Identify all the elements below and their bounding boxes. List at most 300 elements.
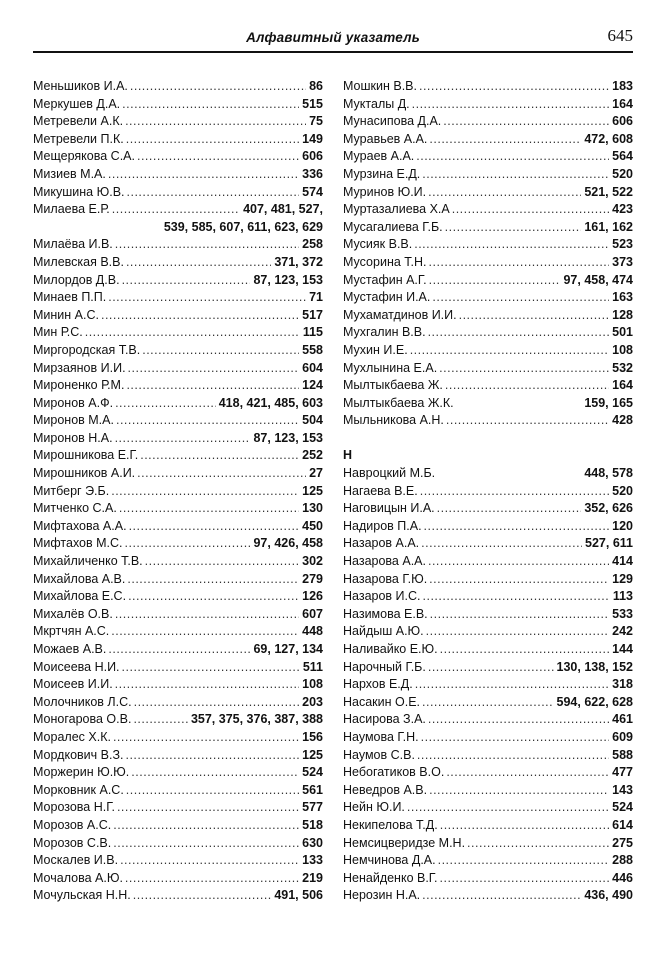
index-entry xyxy=(343,729,633,747)
entry-name: Мылтыкбаева Ж. xyxy=(343,378,443,393)
entry-name: Нерозин Н.А. xyxy=(343,888,421,903)
index-entry xyxy=(343,307,633,325)
entry-name: Насакин О.Е. xyxy=(343,694,421,709)
dot-leader xyxy=(113,817,299,835)
dot-leader xyxy=(140,447,299,465)
entry-name: Немчинова Д.А. xyxy=(343,853,436,868)
entry-pages: 523 xyxy=(612,237,633,252)
entry-name: Немсицверидзе М.Н. xyxy=(343,835,466,850)
dot-leader xyxy=(421,535,582,553)
dot-leader xyxy=(437,500,582,518)
entry-pages: 108 xyxy=(612,342,633,357)
index-entry xyxy=(343,254,633,272)
entry-pages: 594, 622, 628 xyxy=(556,694,633,709)
dot-leader xyxy=(145,553,299,571)
entry-pages: 533 xyxy=(612,606,633,621)
index-entry xyxy=(343,782,633,800)
index-entry xyxy=(343,395,633,413)
index-entry xyxy=(343,78,633,96)
dot-leader xyxy=(445,377,609,395)
dot-leader xyxy=(126,782,299,800)
index-entry xyxy=(33,412,323,430)
entry-pages: 129 xyxy=(612,571,633,586)
header-rule xyxy=(33,51,633,53)
index-entry xyxy=(343,465,633,483)
dot-leader xyxy=(119,500,299,518)
entry-pages: 606 xyxy=(302,149,323,164)
entry-name: Мизиев М.А. xyxy=(33,166,106,181)
index-entry xyxy=(343,483,633,501)
dot-leader xyxy=(410,342,609,360)
entry-pages: 436, 490 xyxy=(584,888,633,903)
entry-pages: 108 xyxy=(302,677,323,692)
dot-leader xyxy=(126,254,271,272)
dot-leader xyxy=(137,465,306,483)
entry-name: Можаев А.В. xyxy=(33,642,107,656)
dot-leader xyxy=(440,870,610,888)
index-entry xyxy=(33,184,323,202)
entry-pages: 87, 123, 153 xyxy=(253,430,323,445)
entry-name: Михайлова Е.С. xyxy=(33,589,127,604)
entry-name: Морозов А.С. xyxy=(33,817,112,832)
entry-name: Нагаева В.Е. xyxy=(343,483,418,498)
index-entry xyxy=(33,148,323,166)
index-entry xyxy=(33,360,323,378)
index-entry xyxy=(343,518,633,536)
index-entry xyxy=(33,465,323,483)
index-entry xyxy=(343,113,633,131)
entry-pages: 219 xyxy=(302,870,323,885)
dot-leader xyxy=(115,430,251,448)
index-entry xyxy=(343,236,633,254)
dot-leader xyxy=(108,166,299,184)
index-entry xyxy=(343,659,633,677)
dot-leader xyxy=(440,817,609,835)
dot-leader xyxy=(130,78,306,96)
entry-pages: 524 xyxy=(612,800,633,815)
entry-name: Назаров А.А. xyxy=(343,536,420,551)
index-entry xyxy=(343,148,633,166)
entry-pages: 521, 522 xyxy=(584,184,633,199)
index-entry xyxy=(33,659,323,677)
dot-leader xyxy=(429,571,609,589)
entry-pages: 606 xyxy=(612,114,633,129)
entry-pages: 75 xyxy=(309,114,323,129)
dot-leader xyxy=(115,236,299,254)
dot-leader xyxy=(125,113,306,131)
entry-name: Мыльникова А.Н. xyxy=(343,413,444,428)
entry-pages: 407, 481, 527, xyxy=(243,202,323,217)
index-entry xyxy=(343,535,633,553)
entry-pages: 517 xyxy=(302,307,323,322)
index-entry xyxy=(343,360,633,378)
entry-pages: 242 xyxy=(612,624,633,639)
dot-leader xyxy=(439,360,609,378)
entry-pages: 159, 165 xyxy=(584,395,633,410)
entry-pages: 144 xyxy=(612,642,633,656)
entry-pages: 71 xyxy=(309,290,323,305)
entry-name: Молочников Л.С. xyxy=(33,694,132,709)
dot-leader xyxy=(126,131,299,149)
dot-leader xyxy=(122,659,300,677)
entry-pages: 133 xyxy=(302,853,323,868)
index-entry xyxy=(33,395,323,413)
running-header xyxy=(33,28,633,54)
dot-leader xyxy=(117,799,299,817)
entry-pages: 156 xyxy=(302,729,323,744)
index-entry xyxy=(343,553,633,571)
dot-leader xyxy=(452,201,609,219)
entry-name: Мухин И.Е. xyxy=(343,342,408,357)
entry-pages: 125 xyxy=(302,483,323,498)
entry-pages: 520 xyxy=(612,166,633,181)
entry-name: Назаров И.С. xyxy=(343,589,421,604)
entry-name: Мухгалин В.В. xyxy=(343,325,426,340)
dot-leader xyxy=(111,623,299,641)
index-entry xyxy=(343,711,633,729)
dot-leader xyxy=(440,641,610,659)
entry-pages: 428 xyxy=(612,413,633,428)
index-entry xyxy=(33,201,323,219)
entry-pages: 527, 611 xyxy=(585,536,633,551)
entry-pages: 130, 138, 152 xyxy=(556,659,633,674)
index-entry xyxy=(343,184,633,202)
dot-leader xyxy=(428,184,581,202)
dot-leader xyxy=(134,694,300,712)
dot-leader xyxy=(422,887,581,905)
index-entry xyxy=(33,289,323,307)
entry-name: Муравьев А.А. xyxy=(343,131,428,146)
dot-leader xyxy=(111,483,299,501)
entry-pages: 97, 426, 458 xyxy=(253,536,323,551)
entry-pages: 128 xyxy=(612,307,633,322)
dot-leader xyxy=(85,324,300,342)
entry-name: Митченко С.А. xyxy=(33,501,117,516)
dot-leader xyxy=(438,852,610,870)
dot-leader xyxy=(432,289,609,307)
dot-leader xyxy=(428,659,554,677)
entry-name: Мордкович В.З. xyxy=(33,747,124,762)
entry-pages: 448, 578 xyxy=(584,466,633,481)
index-entry xyxy=(343,764,633,782)
entry-name: Мин Р.С. xyxy=(33,325,83,340)
index-group-n xyxy=(343,465,633,905)
index-entry xyxy=(33,887,323,905)
entry-pages: 125 xyxy=(302,747,323,762)
index-entry xyxy=(33,96,323,114)
entry-name: Мочалова А.Ю. xyxy=(33,870,123,885)
entry-name: Мочульская Н.Н. xyxy=(33,888,131,903)
entry-name: Моралес Х.К. xyxy=(33,729,111,744)
entry-pages: 561 xyxy=(302,782,323,797)
entry-pages: 336 xyxy=(302,166,323,181)
entry-name: Мещерякова С.А. xyxy=(33,149,135,164)
dot-leader xyxy=(128,588,299,606)
dot-leader xyxy=(120,852,299,870)
entry-pages: 164 xyxy=(612,96,633,111)
entry-name: Нейн Ю.И. xyxy=(343,800,405,815)
index-column-right xyxy=(343,78,633,905)
entry-name: Мирошников А.И. xyxy=(33,466,136,481)
index-entry xyxy=(343,201,633,219)
entry-name: Мукталы Д. xyxy=(343,96,410,111)
entry-pages: 423 xyxy=(612,202,633,217)
entry-pages: 511 xyxy=(302,659,323,674)
entry-name: Небогатиков В.О. xyxy=(343,765,445,780)
index-entry xyxy=(343,96,633,114)
entry-pages: 630 xyxy=(302,835,323,850)
index-group-m xyxy=(343,78,633,430)
entry-name: Ненайденко В.Г. xyxy=(343,870,438,885)
entry-pages: 275 xyxy=(612,835,633,850)
entry-name: Надиров П.А. xyxy=(343,518,422,533)
dot-leader xyxy=(426,623,609,641)
index-entry xyxy=(33,447,323,465)
index-entry xyxy=(33,342,323,360)
dot-leader xyxy=(420,483,609,501)
entry-name: Михайличенко Т.В. xyxy=(33,554,143,569)
dot-leader xyxy=(108,289,306,307)
dot-leader xyxy=(446,764,609,782)
entry-pages: 130 xyxy=(302,501,323,516)
page-number: 645 xyxy=(607,26,633,45)
dot-leader xyxy=(445,219,582,237)
dot-leader xyxy=(122,96,299,114)
dot-leader xyxy=(125,747,299,765)
index-entry xyxy=(33,676,323,694)
entry-pages: 564 xyxy=(612,149,633,164)
index-entry xyxy=(33,870,323,888)
entry-pages: 520 xyxy=(612,483,633,498)
dot-leader xyxy=(125,870,299,888)
index-entry xyxy=(33,588,323,606)
index-entry xyxy=(343,219,633,237)
entry-name: Муринов Ю.И. xyxy=(343,184,427,199)
index-entry xyxy=(343,799,633,817)
entry-pages: 491, 506 xyxy=(274,888,323,903)
entry-pages: 518 xyxy=(302,817,323,832)
dot-leader xyxy=(127,184,300,202)
dot-leader xyxy=(412,96,610,114)
entry-pages: 515 xyxy=(302,96,323,111)
entry-pages: 446 xyxy=(612,870,633,885)
entry-pages: 183 xyxy=(612,79,633,93)
entry-pages: 163 xyxy=(612,290,633,305)
dot-leader xyxy=(446,412,609,430)
entry-name: Морозов С.В. xyxy=(33,835,112,850)
index-entry xyxy=(33,817,323,835)
dot-leader xyxy=(115,676,299,694)
entry-name: Мустафин А.Г. xyxy=(343,272,427,287)
dot-leader xyxy=(133,711,188,729)
entry-pages: 120 xyxy=(612,518,633,533)
entry-pages: 27 xyxy=(309,466,323,481)
entry-pages: 577 xyxy=(302,800,323,815)
entry-pages: 609 xyxy=(612,729,633,744)
dot-leader xyxy=(101,307,299,325)
entry-pages: 258 xyxy=(302,237,323,252)
entry-pages: 87, 123, 153 xyxy=(253,272,323,287)
dot-leader xyxy=(424,518,610,536)
entry-name: Михайлова А.В. xyxy=(33,571,126,586)
dot-leader xyxy=(429,782,609,800)
entry-name: Муртазалиева Х.А xyxy=(343,202,450,217)
entry-pages: 532 xyxy=(612,360,633,375)
entry-name: Минаев П.П. xyxy=(33,290,107,305)
entry-name: Назарова А.А. xyxy=(343,554,426,569)
index-entry xyxy=(343,131,633,149)
entry-pages: 143 xyxy=(612,782,633,797)
dot-leader xyxy=(407,799,609,817)
index-entry xyxy=(343,887,633,905)
index-entry xyxy=(33,553,323,571)
index-entry xyxy=(343,412,633,430)
dot-leader xyxy=(429,131,581,149)
index-entry xyxy=(33,729,323,747)
entry-name: Наумова Г.Н. xyxy=(343,729,419,744)
index-column-left xyxy=(33,78,323,905)
index-entry xyxy=(33,571,323,589)
entry-name: Найдыш А.Ю. xyxy=(343,624,424,639)
index-entry xyxy=(33,747,323,765)
dot-leader xyxy=(414,236,609,254)
index-entry xyxy=(33,113,323,131)
entry-pages: 477 xyxy=(612,765,633,780)
entry-pages: 574 xyxy=(302,184,323,199)
dot-leader xyxy=(127,571,299,589)
entry-name: Некипелова Т.Д. xyxy=(343,817,438,832)
entry-pages: 113 xyxy=(612,589,633,604)
entry-name: Мухлынина Е.А. xyxy=(343,360,438,375)
entry-name: Нарочный Г.Б. xyxy=(343,659,426,674)
entry-name: Мифтахов М.С. xyxy=(33,536,123,551)
index-entry xyxy=(33,236,323,254)
entry-name: Мирошникова Е.Г. xyxy=(33,448,139,463)
index-entry xyxy=(343,694,633,712)
dot-leader xyxy=(417,747,609,765)
dot-leader xyxy=(428,553,609,571)
entry-pages: 371, 372 xyxy=(274,254,323,269)
entry-pages: 149 xyxy=(302,131,323,146)
dot-leader xyxy=(133,887,272,905)
dot-leader xyxy=(416,148,609,166)
dot-leader xyxy=(429,254,610,272)
index-entry xyxy=(33,711,323,729)
section-letter: Н xyxy=(343,448,353,463)
dot-leader xyxy=(131,764,299,782)
entry-pages: 614 xyxy=(612,817,633,832)
dot-leader xyxy=(142,342,299,360)
entry-name: Насирова З.А. xyxy=(343,712,426,727)
entry-name: Мирзаянов И.И. xyxy=(33,360,126,375)
index-entry xyxy=(33,307,323,325)
entry-name: Милаева Е.Р. xyxy=(33,202,110,217)
entry-name: Минин А.С. xyxy=(33,307,99,322)
entry-name: Моисеев И.И. xyxy=(33,677,113,692)
entry-pages: 203 xyxy=(302,694,323,709)
entry-pages: 588 xyxy=(612,747,633,762)
index-entry xyxy=(33,78,323,96)
entry-name: Мифтахова А.А. xyxy=(33,518,127,533)
index-entry xyxy=(33,782,323,800)
entry-name: Назарова Г.Ю. xyxy=(343,571,428,586)
entry-name: Меньшиков И.А. xyxy=(33,79,128,93)
entry-name: Мусагалиева Г.Б. xyxy=(343,219,443,234)
entry-pages: 97, 458, 474 xyxy=(563,272,633,287)
entry-name: Мусорина Т.Н. xyxy=(343,254,427,269)
dot-leader xyxy=(108,641,250,659)
index-entry xyxy=(343,571,633,589)
index-entry xyxy=(33,641,323,659)
index-entry xyxy=(343,835,633,853)
entry-pages: 318 xyxy=(612,677,633,692)
index-entry xyxy=(33,694,323,712)
dot-leader xyxy=(137,148,299,166)
dot-leader xyxy=(467,835,609,853)
index-entry xyxy=(343,641,633,659)
entry-name: Мылтыкбаева Ж.К. xyxy=(343,395,454,410)
dot-leader xyxy=(423,588,610,606)
entry-name: Милевская В.В. xyxy=(33,254,124,269)
index-entry xyxy=(33,430,323,448)
entry-name: Москалев И.В. xyxy=(33,853,119,868)
entry-pages: 558 xyxy=(302,342,323,357)
entry-name: Миргородская Т.В. xyxy=(33,342,141,357)
index-entry xyxy=(33,166,323,184)
entry-name: Навроцкий М.Б. xyxy=(343,466,436,481)
index-entry xyxy=(343,377,633,395)
index-entry xyxy=(343,870,633,888)
entry-pages: 124 xyxy=(302,378,323,393)
dot-leader xyxy=(422,694,554,712)
entry-pages: 302 xyxy=(302,554,323,569)
index-entry xyxy=(343,676,633,694)
index-entry xyxy=(33,623,323,641)
dot-leader xyxy=(126,377,299,395)
dot-leader xyxy=(129,518,300,536)
entry-name: Митберг Э.Б. xyxy=(33,483,110,498)
entry-name: Моржерин Ю.Ю. xyxy=(33,765,130,780)
dot-leader xyxy=(422,166,609,184)
index-entry xyxy=(33,535,323,553)
entry-name: Моногарова О.В. xyxy=(33,712,132,727)
entry-name: Мурзина Е.Д. xyxy=(343,166,421,181)
index-entry xyxy=(33,799,323,817)
entry-name: Нархов Е.Д. xyxy=(343,677,413,692)
index-entry xyxy=(343,588,633,606)
index-entry xyxy=(33,254,323,272)
entry-pages: 279 xyxy=(302,571,323,586)
dot-leader xyxy=(415,676,609,694)
entry-pages: 288 xyxy=(612,853,633,868)
section-title: Алфавитный указатель xyxy=(246,30,420,45)
entry-name: Мусияк В.В. xyxy=(343,237,413,252)
entry-pages: 418, 421, 485, 603 xyxy=(218,395,323,410)
entry-pages: 450 xyxy=(302,518,323,533)
index-entry xyxy=(33,764,323,782)
dot-leader xyxy=(122,272,251,290)
entry-name: Мунасипова Д.А. xyxy=(343,114,442,129)
entry-name: Наумов С.В. xyxy=(343,747,415,762)
dot-leader xyxy=(430,606,609,624)
dot-leader xyxy=(128,360,300,378)
entry-pages: 373 xyxy=(612,254,633,269)
entry-pages: 414 xyxy=(612,554,633,569)
entry-pages: 472, 608 xyxy=(584,131,633,146)
index-entry xyxy=(343,817,633,835)
entry-name: Морозова Н.Г. xyxy=(33,800,115,815)
entry-pages: 448 xyxy=(302,624,323,639)
